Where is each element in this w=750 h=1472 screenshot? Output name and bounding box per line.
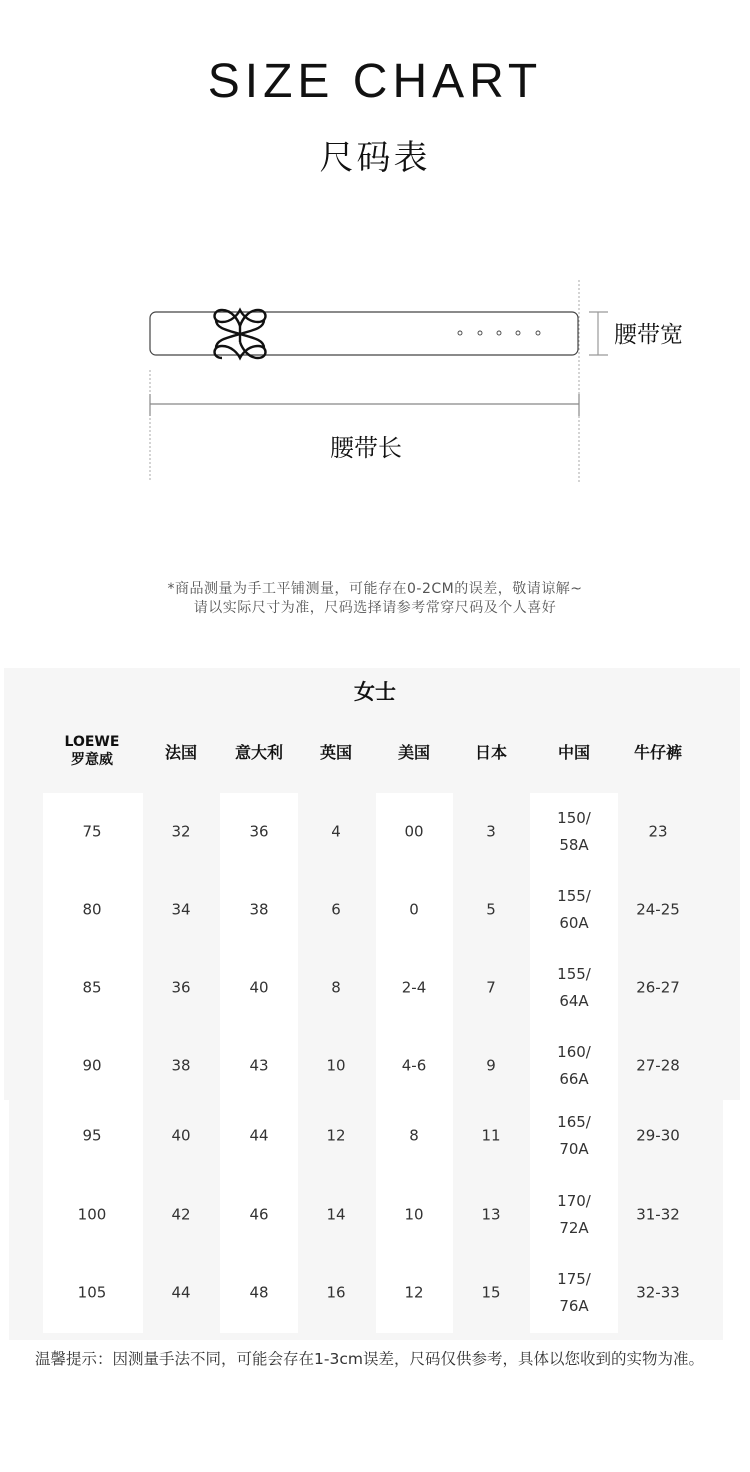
cell-jp: 5	[486, 900, 496, 919]
cell-us: 0	[409, 900, 419, 919]
cell-cn-line1: 170/	[557, 1192, 591, 1210]
cell-uk: 16	[326, 1283, 346, 1302]
cell-fr: 42	[171, 1205, 191, 1224]
cell-cn	[557, 961, 591, 1015]
cell-jp: 11	[481, 1126, 501, 1145]
cell-us: 8	[409, 1126, 419, 1145]
header-japan: 日本	[474, 743, 508, 762]
cell-cn	[557, 1109, 591, 1163]
cell-cn-line1: 160/	[557, 1043, 591, 1061]
cell-us: 2-4	[401, 978, 427, 997]
cell-jp: 15	[481, 1283, 501, 1302]
page-subtitle: 尺码表	[319, 138, 431, 178]
cell-cn-line2: 72A	[559, 1219, 589, 1237]
cell-fr: 38	[171, 1056, 191, 1075]
cell-uk: 10	[326, 1056, 346, 1075]
cell-cn	[557, 1188, 591, 1242]
cell-jeans: 29-30	[636, 1126, 680, 1145]
cell-cn-line2: 64A	[559, 992, 589, 1010]
footer-tip: 温馨提示：因测量手法不同，可能会存在1-3cm误差，尺码仅供参考，具体以您收到的实物为准。	[35, 1350, 704, 1368]
cell-us: 00	[404, 822, 424, 841]
cell-it: 48	[249, 1283, 269, 1302]
cell-cn-line1: 165/	[557, 1113, 591, 1131]
cell-cn-line2: 60A	[559, 914, 589, 932]
cell-cn	[557, 805, 591, 859]
table-section-title: 女士	[354, 680, 396, 704]
header-us: 美国	[397, 743, 431, 762]
cell-jp: 7	[486, 978, 496, 997]
cell-it: 40	[249, 978, 269, 997]
cell-cn	[557, 1266, 591, 1320]
cell-uk: 6	[331, 900, 341, 919]
cell-jp: 3	[486, 822, 496, 841]
cell-it: 46	[249, 1205, 269, 1224]
cell-fr: 44	[171, 1283, 191, 1302]
cell-jeans: 26-27	[636, 978, 680, 997]
header-loewe-line2: 罗意威	[71, 752, 113, 768]
cell-us: 4-6	[401, 1056, 427, 1075]
cell-fr: 36	[171, 978, 191, 997]
cell-cn-line2: 66A	[559, 1070, 589, 1088]
cell-cn	[557, 1039, 591, 1093]
cell-cn-line1: 175/	[557, 1270, 591, 1288]
cell-us: 10	[404, 1205, 424, 1224]
header-france: 法国	[164, 743, 198, 762]
cell-loewe: 105	[77, 1283, 107, 1302]
cell-fr: 34	[171, 900, 191, 919]
cell-jeans: 24-25	[636, 900, 680, 919]
cell-uk: 14	[326, 1205, 346, 1224]
cell-cn	[557, 883, 591, 937]
cell-jp: 13	[481, 1205, 501, 1224]
header-uk: 英国	[319, 743, 353, 762]
cell-jeans: 31-32	[636, 1205, 680, 1224]
cell-it: 44	[249, 1126, 269, 1145]
header-italy: 意大利	[234, 743, 284, 762]
header-jeans: 牛仔裤	[633, 743, 683, 762]
cell-loewe: 80	[82, 900, 102, 919]
measurement-note-line2: 请以实际尺寸为准，尺码选择请参考常穿尺码及个人喜好	[193, 600, 557, 616]
cell-cn-line1: 155/	[557, 965, 591, 983]
cell-cn-line1: 150/	[557, 809, 591, 827]
cell-cn-line2: 70A	[559, 1140, 589, 1158]
cell-loewe: 75	[82, 822, 102, 841]
cell-uk: 12	[326, 1126, 346, 1145]
cell-jeans: 27-28	[636, 1056, 680, 1075]
cell-uk: 4	[331, 822, 341, 841]
cell-cn-line2: 58A	[559, 836, 589, 854]
cell-cn-line2: 76A	[559, 1297, 589, 1315]
cell-loewe: 100	[77, 1205, 107, 1224]
cell-loewe: 90	[82, 1056, 102, 1075]
cell-it: 43	[249, 1056, 269, 1075]
measurement-note-line1: *商品测量为手工平铺测量，可能存在0-2CM的误差，敬请谅解~	[167, 581, 583, 597]
cell-jp: 9	[486, 1056, 496, 1075]
width-dimension	[589, 312, 608, 355]
cell-jeans: 23	[648, 822, 668, 841]
header-china: 中国	[557, 743, 591, 762]
length-dimension	[150, 394, 579, 416]
header-loewe-line1: LOEWE	[64, 734, 120, 750]
cell-it: 38	[249, 900, 269, 919]
cell-fr: 40	[171, 1126, 191, 1145]
cell-loewe: 85	[82, 978, 102, 997]
belt-width-label: 腰带宽	[614, 322, 683, 348]
page-title: SIZE CHART	[207, 55, 543, 108]
cell-uk: 8	[331, 978, 341, 997]
header-loewe	[65, 733, 120, 769]
belt-length-label: 腰带长	[330, 434, 402, 462]
cell-us: 12	[404, 1283, 424, 1302]
cell-cn-line1: 155/	[557, 887, 591, 905]
cell-fr: 32	[171, 822, 191, 841]
cell-loewe: 95	[82, 1126, 102, 1145]
cell-jeans: 32-33	[636, 1283, 680, 1302]
cell-it: 36	[249, 822, 269, 841]
